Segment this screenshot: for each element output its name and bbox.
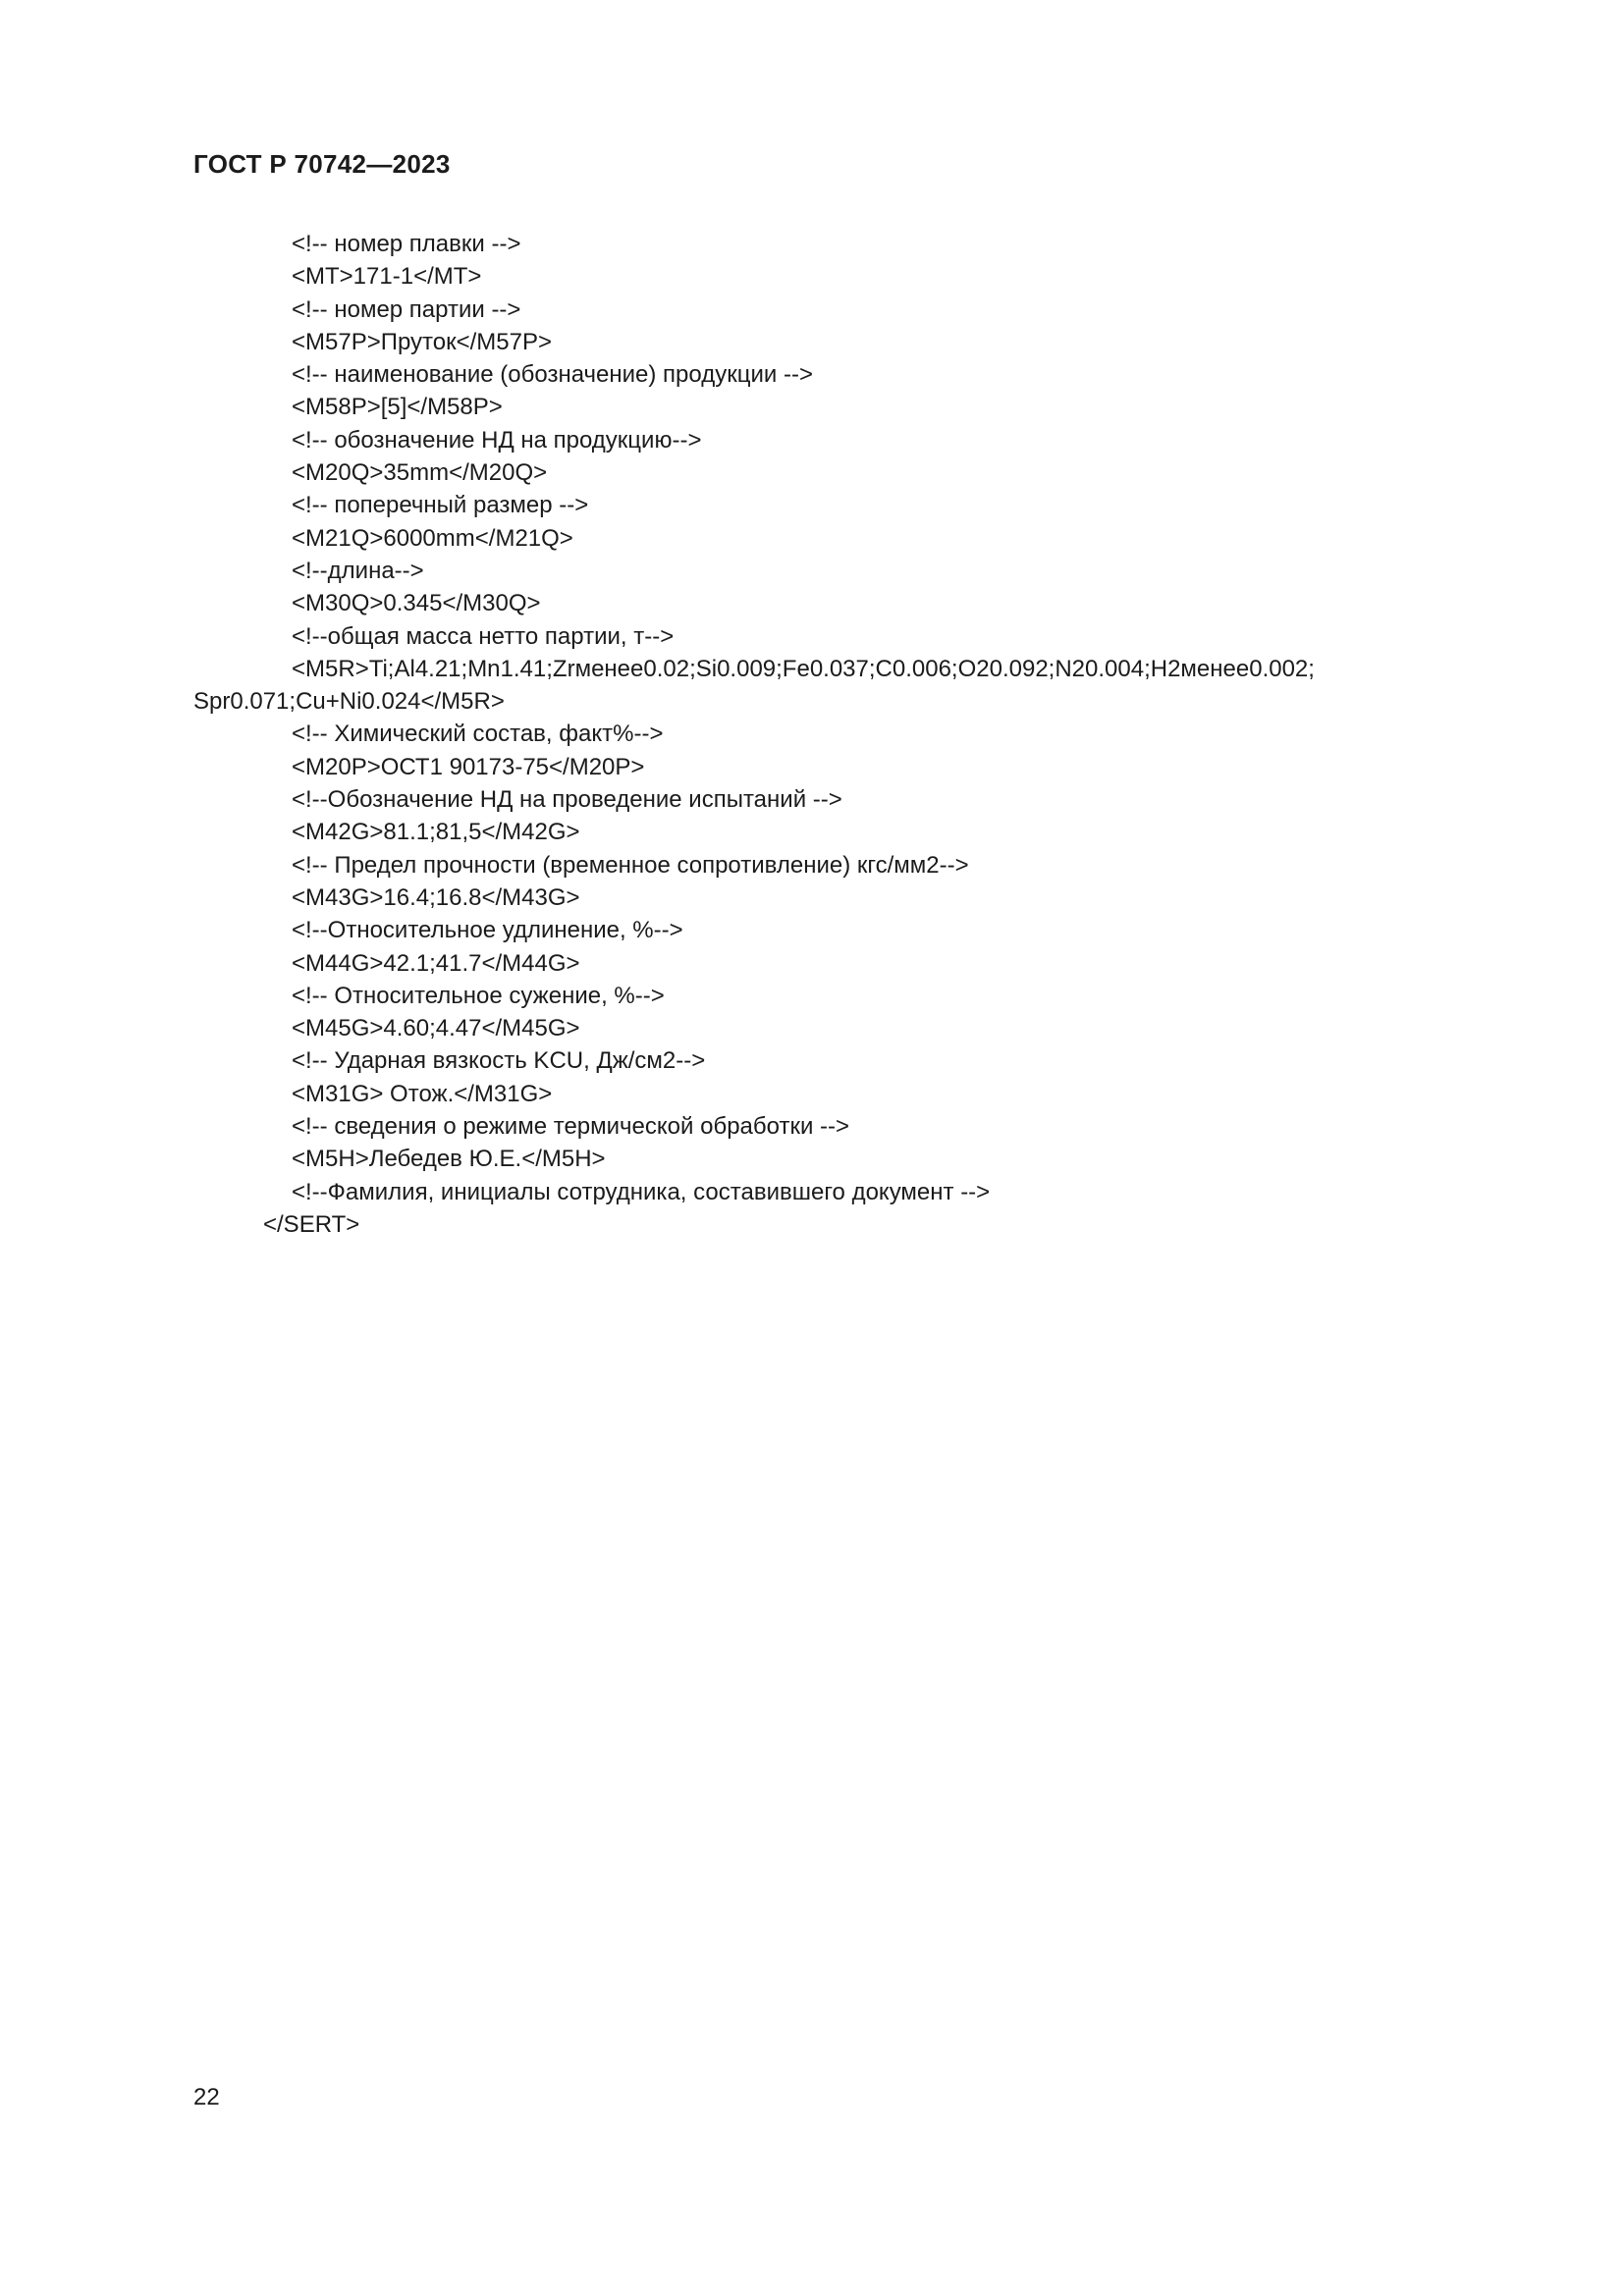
code-line: <M20P>ОСТ1 90173-75</M20P> [292,753,645,780]
code-line: <M31G> Отож.</M31G> [292,1080,553,1107]
code-line: <M5H>Лебедев Ю.Е.</M5H> [292,1146,606,1173]
code-line: <MT>171-1</MT> [292,263,482,291]
chemical-composition-line-part-1: <M5R>Ti;Al4.21;Mn1.41;Zrменее0.02;Si0.009;Fe0.037;C0.006;O20.092;N20.004;H2менее0.002; [292,655,1315,682]
code-line: <M20Q>35mm</M20Q> [292,459,548,487]
code-line: <!-- поперечный размер --> [292,492,589,519]
code-line: <M57P>Пруток</M57P> [292,328,553,355]
code-line: <!-- номер партии --> [292,295,521,323]
code-line: <M45G>4.60;4.47</M45G> [292,1015,580,1042]
xml-code-block [193,228,1529,1241]
code-line: <!-- наименование (обозначение) продукции --> [292,361,813,389]
code-line: <!--длина--> [292,557,424,584]
code-line: <!--общая масса нетто партии, т--> [292,622,675,650]
code-line: <!-- сведения о режиме термической обработки --> [292,1113,850,1141]
code-line: <!--Относительное удлинение, %--> [292,917,683,944]
code-line: <!--Обозначение НД на проведение испытаний --> [292,786,842,814]
code-line: <!-- Химический состав, факт%--> [292,721,664,748]
code-line: <!-- обозначение НД на продукцию--> [292,426,702,454]
code-line: <!-- Ударная вязкость KCU, Дж/см2--> [292,1047,706,1075]
document-header: ГОСТ Р 70742—2023 [193,149,451,179]
code-line: <!-- номер плавки --> [292,231,521,257]
closing-sert-tag: </SERT> [263,1210,360,1238]
code-line: <M43G>16.4;16.8</M43G> [292,883,580,911]
code-line: <M30Q>0.345</M30Q> [292,590,541,617]
page-number: 22 [193,2084,220,2110]
chemical-composition-line [193,653,1529,719]
code-line: <M44G>42.1;41.7</M44G> [292,949,580,977]
code-line: <M42G>81.1;81,5</M42G> [292,819,580,846]
chemical-composition-line-part-2: Spr0.071;Cu+Ni0.024</M5R> [193,688,505,716]
code-line: <M21Q>6000mm</M21Q> [292,524,573,552]
code-line: <!-- Относительное сужение, %--> [292,982,665,1009]
code-line: <!--Фамилия, инициалы сотрудника, составившего документ --> [292,1178,991,1205]
code-line: <!-- Предел прочности (временное сопротивление) кгс/мм2--> [292,851,969,879]
code-line: <M58P>[5]</M58P> [292,394,503,421]
